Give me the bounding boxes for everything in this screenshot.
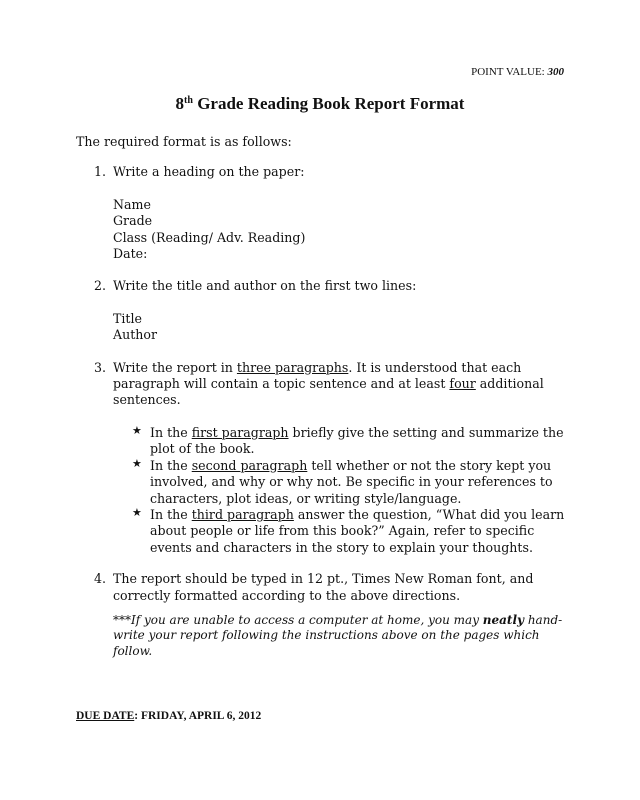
text-run: In the [150,424,192,440]
underlined-text: three paragraphs [236,359,349,375]
step-number: 2. [94,278,107,294]
text-run: Write the report in [113,359,237,375]
step-text: Write a heading on the paper: [113,164,305,180]
list-item: Name [113,196,151,212]
bullet-item [113,425,576,458]
bullet-item [113,458,576,507]
bold-text: neatly [482,612,525,627]
step-text: The report should be typed in 12 pt., Times New Roman font, and correctly formatted according to the above directions. [113,571,534,603]
underlined-text: third paragraph [191,506,294,522]
step-2 [76,278,576,343]
text-run: In the [150,506,192,522]
step-4 [76,571,576,659]
star-bullet-icon: ★ [132,505,142,519]
list-item: Title [113,310,142,326]
title-author-list [113,311,576,344]
text-run: . It is understood that each paragraph will contain a topic sentence and at least [113,359,522,392]
underlined-text: four [449,376,476,392]
title-number: 8 [175,94,185,113]
step-1 [76,164,576,262]
point-value-number: 300 [547,66,564,78]
text-run: answer the question, “What did you learn about people or life from this book?” Again, refer to specific events and characters in the story to explain your thoughts. [150,506,565,555]
list-item: Author [113,327,157,343]
intro-text: The required format is as follows: [76,134,292,149]
step-number: 3. [94,359,107,375]
text-run: hand-write your report following the instructions above on the pages which follow. [113,612,563,658]
document-body [76,134,576,659]
step-3 [76,360,576,556]
point-value-label: POINT VALUE: [471,66,548,78]
list-item: Date: [113,246,148,262]
step-text [113,360,576,409]
text-run: briefly give the setting and summarize the plot of the book. [150,424,564,457]
text-run: tell whether or not the story kept you involved, and why or why not. Be specific in your references to characters, plot ideas, or writing style/language. [150,457,553,506]
step-number: 4. [94,571,107,587]
text-run: additional sentences. [113,376,544,408]
point-value [471,66,564,78]
title-superscript: th [184,95,193,106]
bullet-item [113,507,576,556]
text-run: In the [150,457,192,473]
heading-list [113,197,576,263]
underlined-text: second paragraph [191,457,308,473]
list-item: Grade [113,213,153,229]
due-date-label: DUE DATE [76,710,135,722]
due-date [76,710,261,722]
paragraph-bullets [113,425,576,556]
due-date-value: : FRIDAY, APRIL 6, 2012 [134,710,262,722]
handwrite-note [113,613,576,660]
text-run: ***If you are unable to access a computer at home, you may [113,612,483,627]
star-bullet-icon: ★ [132,423,142,437]
page-title [0,94,640,114]
star-bullet-icon: ★ [132,456,142,470]
title-text: Grade Reading Book Report Format [192,94,465,113]
list-item: Class (Reading/ Adv. Reading) [113,229,306,245]
step-text: Write the title and author on the first two lines: [113,278,417,294]
underlined-text: first paragraph [191,424,289,440]
step-number: 1. [94,164,107,180]
